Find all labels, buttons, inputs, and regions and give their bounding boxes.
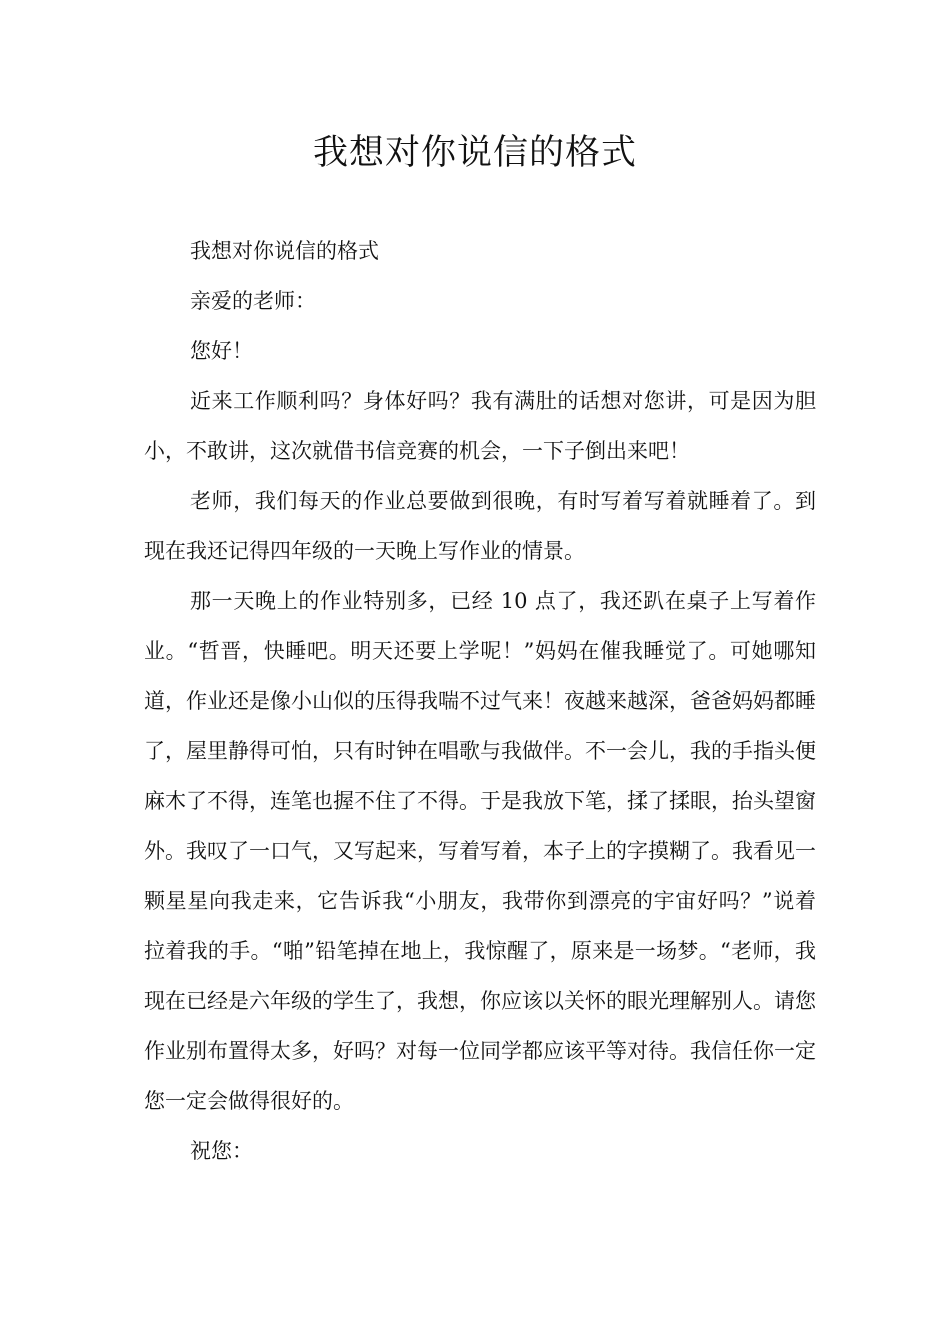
paragraph-salutation: 亲爱的老师： (190, 289, 316, 313)
paragraph-story: 那一天晚上的作业特别多，已经 10 点了，我还趴在桌子上写着作业。“哲晋，快睡吧。明天还要上学呢！”妈妈在催我睡觉了。可她哪知道，作业还是像小山似的压得我喘不过气来！夜越来越深，爸爸妈妈都睡了，屋里静得可怕，只有时钟在唱歌与我做伴。不一会儿，我的手指头便麻木了不得，连笔也握不住了不得。于是我放下笔，揉了揉眼，抬头望窗外。我叹了一口气，又写起来，写着写着，本子上的字摸糊了。我看见一颗星星向我走来，它告诉我“小朋友，我带你到漂亮的宇宙好吗？”说着拉着我的手。“啪”铅笔掉在地上，我惊醒了，原来是一场梦。“老师，我现在已经是六年级的学生了，我想，你应该以关怀的眼光理解别人。请您作业别布置得太多，好吗？对每一位同学都应该平等对待。我信任你一定您一定会做得很好的。 (144, 589, 816, 1113)
letter-body (144, 226, 816, 1176)
paragraph-greeting: 您好！ (190, 339, 253, 363)
paragraph-heading: 我想对你说信的格式 (190, 239, 379, 263)
paragraph-opening: 近来工作顺利吗？身体好吗？我有满肚的话想对您讲，可是因为胆小，不敢讲，这次就借书信竞赛的机会，一下子倒出来吧！ (144, 389, 816, 463)
paragraph-closing: 祝您： (190, 1139, 253, 1163)
document-title: 我想对你说信的格式 (312, 133, 637, 173)
paragraph-homework: 老师，我们每天的作业总要做到很晚，有时写着写着就睡着了。到现在我还记得四年级的一天晚上写作业的情景。 (144, 489, 816, 563)
